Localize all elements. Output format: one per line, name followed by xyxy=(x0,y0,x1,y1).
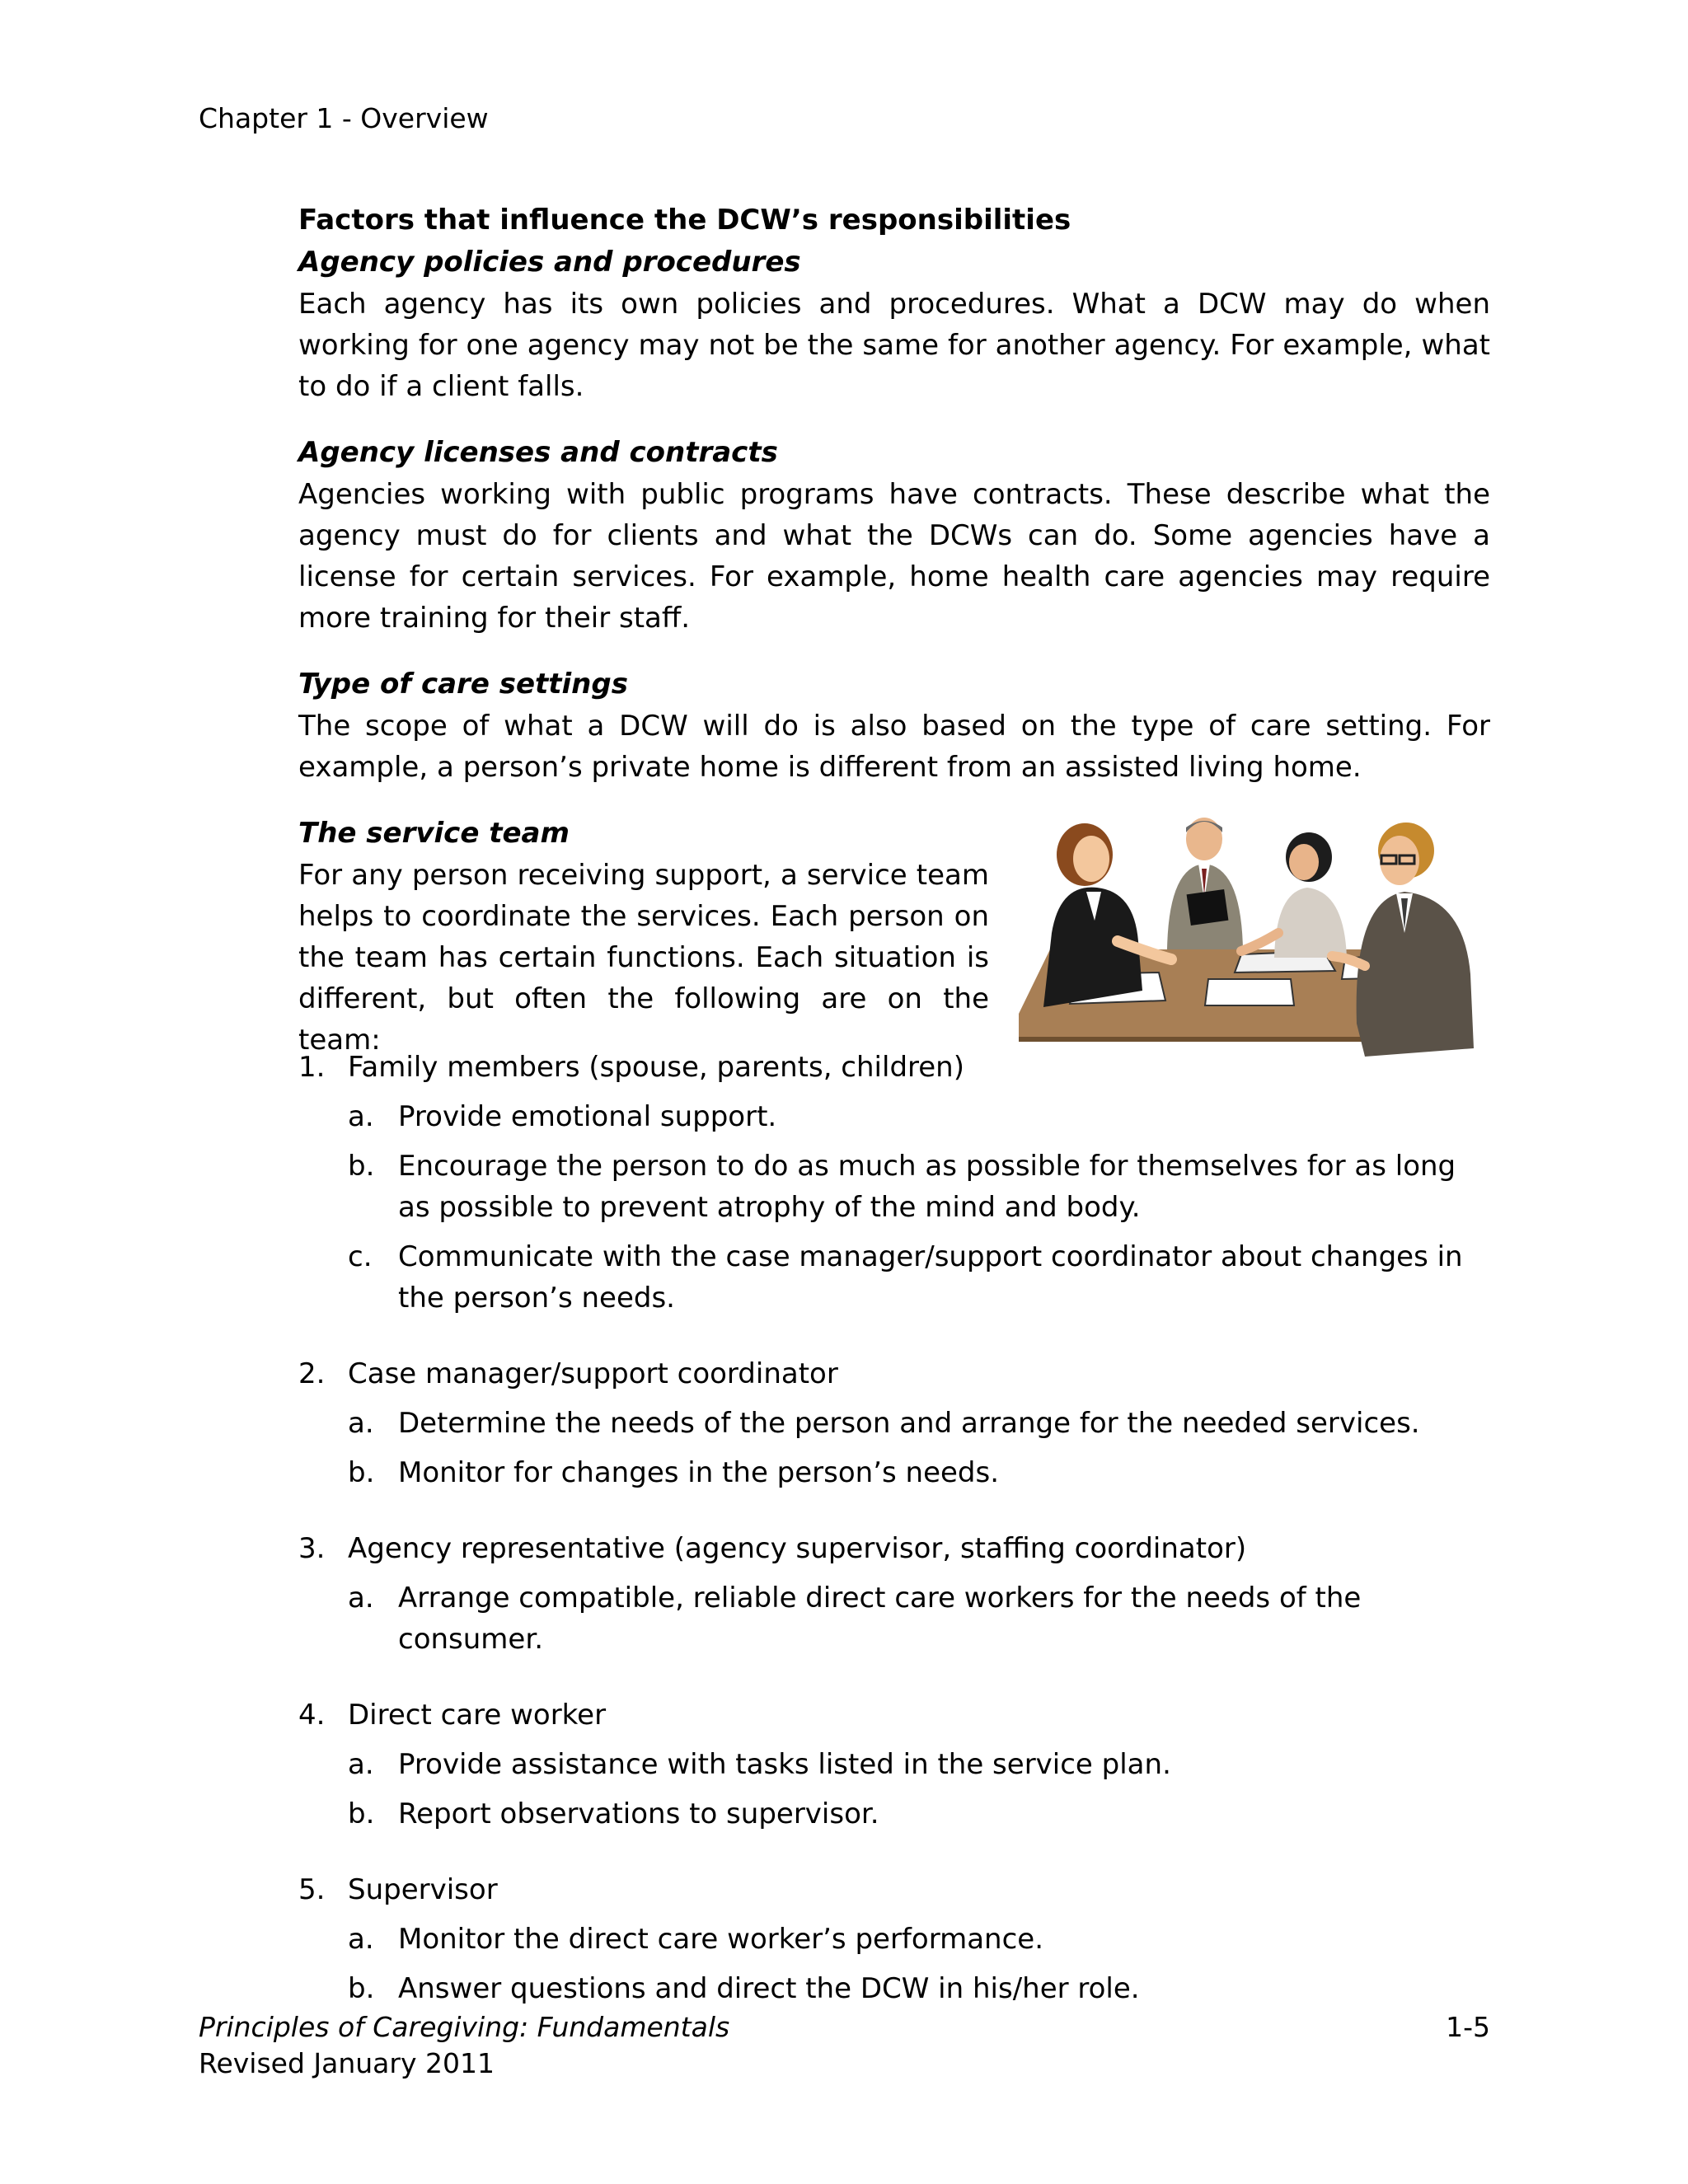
duty-text: Encourage the person to do as much as possible for themselves for as long as possible to prevent atrophy of the mind and body. xyxy=(398,1150,1456,1224)
section-body: Agencies working with public programs have contracts. These describe what the agency must do for clients and what the DCWs can do. Some agencies have a license for certain services. For example, home health care agencies may require more training for their staff. xyxy=(298,478,1490,635)
list-number: 1. xyxy=(298,1051,326,1084)
duty-marker: a. xyxy=(348,1923,374,1956)
list-item xyxy=(298,1528,1490,1660)
duty-marker: b. xyxy=(348,1797,375,1830)
list-number: 3. xyxy=(298,1532,326,1565)
duty-text: Determine the needs of the person and arrange for the needed services. xyxy=(398,1407,1420,1440)
duty-text: Report observations to supervisor. xyxy=(398,1797,879,1830)
duty-item xyxy=(348,1793,1490,1835)
duty-item xyxy=(348,1146,1490,1228)
section-body: Each agency has its own policies and procedures. What a DCW may do when working for one agency may not be the same for another agency. For example, what to do if a client falls. xyxy=(298,288,1490,403)
list-item xyxy=(298,1694,1490,1835)
team-member-list xyxy=(298,1047,1490,2009)
section-care-settings xyxy=(298,663,1490,788)
list-item-label: Direct care worker xyxy=(348,1699,607,1732)
duty-list xyxy=(348,1577,1490,1660)
list-item-label: Supervisor xyxy=(348,1873,498,1906)
page-number: 1-5 xyxy=(1446,2011,1490,2043)
section-heading: Agency policies and procedures xyxy=(298,246,801,279)
duty-marker: b. xyxy=(348,1972,375,2005)
list-item-label: Case manager/support coordinator xyxy=(348,1357,838,1390)
section-heading: Agency licenses and contracts xyxy=(298,436,778,469)
duty-item xyxy=(348,1452,1490,1493)
duty-text: Provide assistance with tasks listed in the service plan. xyxy=(398,1748,1171,1781)
main-heading: Factors that influence the DCW’s responsibilities xyxy=(298,204,1071,237)
duty-item xyxy=(348,1919,1490,1960)
duty-text: Monitor the direct care worker’s performance. xyxy=(398,1923,1043,1956)
list-item xyxy=(298,1047,1490,1319)
list-number: 4. xyxy=(298,1699,326,1732)
duty-list xyxy=(348,1096,1490,1319)
duty-marker: b. xyxy=(348,1456,375,1489)
duty-text: Communicate with the case manager/support coordinator about changes in the person’s needs. xyxy=(398,1240,1463,1315)
duty-item xyxy=(348,1577,1490,1660)
duty-list xyxy=(348,1403,1490,1493)
duty-item xyxy=(348,1744,1490,1785)
duty-item xyxy=(348,1236,1490,1319)
section-body: The scope of what a DCW will do is also based on the type of care setting. For example, a person’s private home is different from an assisted living home. xyxy=(298,710,1490,784)
duty-item xyxy=(348,1096,1490,1137)
duty-item xyxy=(348,1968,1490,2009)
duty-list xyxy=(348,1744,1490,1835)
footer xyxy=(199,2009,729,2082)
duty-item xyxy=(348,1403,1490,1444)
section-service-team xyxy=(298,813,1490,1057)
duty-text: Provide emotional support. xyxy=(398,1100,777,1133)
list-item xyxy=(298,1869,1490,2009)
duty-list xyxy=(348,1919,1490,2009)
service-team-text xyxy=(298,813,989,1061)
list-item xyxy=(298,1353,1490,1493)
list-number: 5. xyxy=(298,1873,326,1906)
list-item-label: Agency representative (agency supervisor, staffing coordinator) xyxy=(348,1532,1247,1565)
footer-revised: Revised January 2011 xyxy=(199,2047,495,2079)
section-body: For any person receiving support, a service team helps to coordinate the services. Each person on the team has certain functions. Each situation is different, but often the following are on the team: xyxy=(298,859,989,1057)
section-agency-licenses xyxy=(298,432,1490,639)
running-head: Chapter 1 - Overview xyxy=(199,102,489,134)
duty-marker: a. xyxy=(348,1748,374,1781)
content-area xyxy=(298,199,1490,2018)
list-number: 2. xyxy=(298,1357,326,1390)
section-heading: The service team xyxy=(298,817,570,850)
footer-title: Principles of Caregiving: Fundamentals xyxy=(199,2011,730,2043)
duty-marker: a. xyxy=(348,1582,374,1615)
section-heading: Type of care settings xyxy=(298,668,628,701)
duty-marker: a. xyxy=(348,1407,374,1440)
duty-text: Arrange compatible, reliable direct care workers for the needs of the consumer. xyxy=(398,1582,1362,1656)
section-agency-policies xyxy=(298,241,1490,407)
duty-marker: b. xyxy=(348,1150,375,1183)
duty-marker: a. xyxy=(348,1100,374,1133)
duty-text: Monitor for changes in the person’s needs. xyxy=(398,1456,1000,1489)
team-meeting-illustration xyxy=(1019,809,1480,1057)
duty-marker: c. xyxy=(348,1240,373,1273)
list-item-label: Family members (spouse, parents, children) xyxy=(348,1051,964,1084)
duty-text: Answer questions and direct the DCW in his/her role. xyxy=(398,1972,1140,2005)
